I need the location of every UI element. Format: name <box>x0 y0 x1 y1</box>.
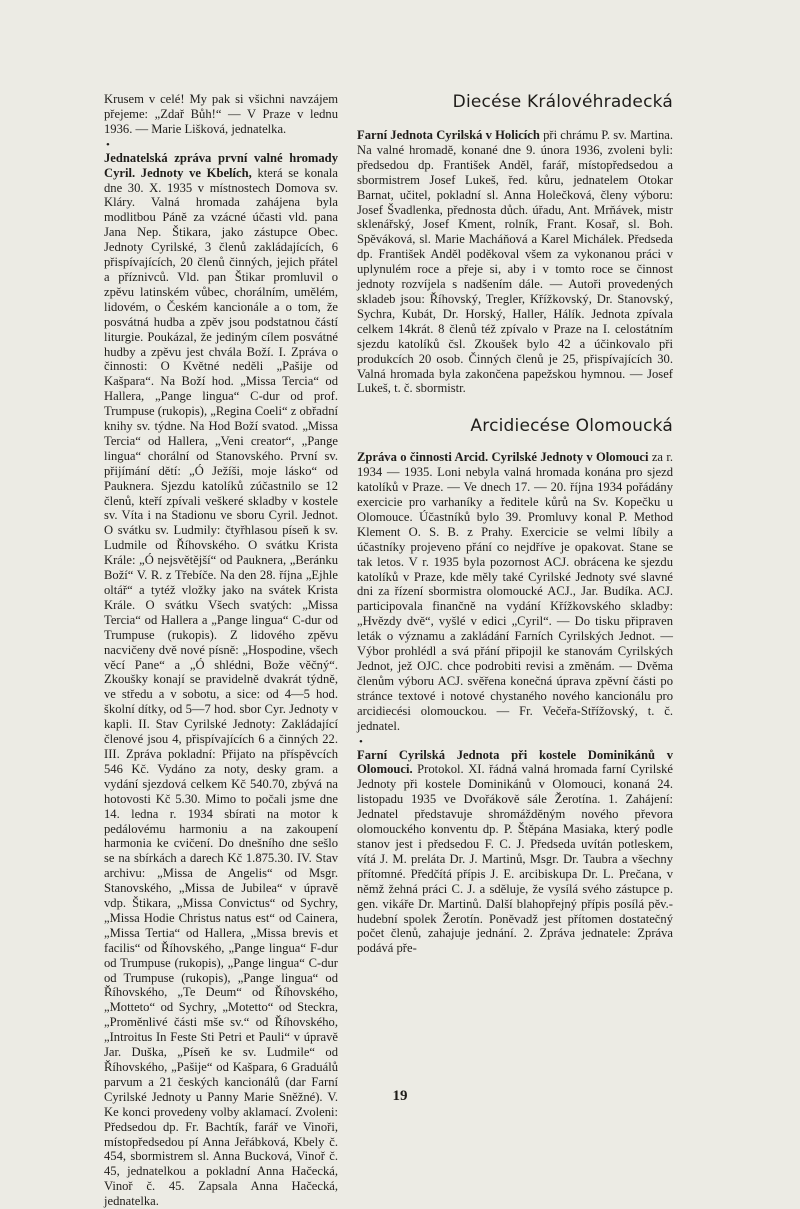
bullet-separator: • <box>106 138 110 151</box>
report-kbely <box>104 151 338 1209</box>
report-dominikani <box>357 748 673 957</box>
report-dominikani-body: Protokol. XI. řádná valná hromada farní Cyrilské Jednoty při kostele Dominikánů v Olomouci, konaná 24. listopadu 1935 ve Dvořákově sále Žerotína. 1. Zahájení: Jednatel představuje shromážděným nového převora olomouckého konventu dp. P. Štěpána Masiaka, který podle stanov jest i předsedou F. C. J. Předseda uvítán potleskem, vítá J. M. preláta Dr. J. Martinů, Msgr. Dr. Taubra a všechny přítomné. Předčítá přípis J. E. arcibiskupa Dr. L. Prečana, v němž žehná práci C. J. a sděluje, že vysílá svého zástupce p. gen. vikáře Dr. Martinů. Další blahopřejný přípis posílá pěv.-hudební spolek Žerotín. Poněvadž jest přítomen dostatečný počet členů, zahajuje jednání. 2. Zpráva jednatele: Zpráva podává pře- <box>357 762 673 956</box>
page-number: 19 <box>392 1088 408 1104</box>
report-kbely-title: Jednatelská zpráva první valné hromady Cyril. Jednoty ve Kbelích, <box>104 150 338 180</box>
right-column <box>357 92 673 956</box>
report-kbely-body: která se konala dne 30. X. 1935 v místnostech Domova sv. Kláry. Valná hromada zahájena byla modlitbou Páně za vzácné účasti vld. pana Jana Nep. Štikara, jako zástupce Obec. Jednoty Cyrilské, 3 členů zakládajících, 6 přispívajících, 20 členů činných, jejich přátel a příznivců. Vld. pan Štikar promluvil o zpěvu latinském vůbec, chorálním, umělém, lidovém, o Českém kancionále a o tom, že posvátná hudba a zpěv jsou podstatnou částí liturgie. Poukázal, že jediným cílem posvátné hudby a zpěvu jest chvála Boží. I. Zpráva o činnosti: O Květné neděli „Pašije od Kašpara“. Na Boží hod. „Missa Tercia“ od Hallera, „Pange lingua“ C-dur od prof. Trumpuse (rukopis), „Regina Coeli“ z obřadní knihy sv. týdne. Na Hod Boží svatod. „Missa Tercia“ od Hallera, „Veni creator“, „Pange lingua“ chorální od Stanovského. První sv. přijímání dětí: „Ó Ježíši, moje lásko“ od Pauknera. Sjezdu katolíků zúčastnilo se 12 členů, kteří zpívali veškeré skladby v kostele sv. Víta i na Stadionu ve sboru Cyril. Jednot. O svátku sv. Ludmily: čtyřhlasou píseň k sv. Ludmile od Říhovského. O svátku Krista Krále: „Ó nejsvětější“ od Pauknera, „Beránku Boží“ V. R. z Třebíče. Na den 28. října „Ejhle oltář“ a tytéž vložky jako na svátek Krista Krále. O svátku Všech svatých: „Missa Tercia“ od Hallera a „Pange lingua“ C-dur od Trumpuse (rukopis). Z lidového zpěvu nacvičeny dvě nové písně: „Hospodine, všech věcí Pane“ a „Ó shlédni, Bože věčný“. Zkoušky konají se pravidelně dvakrát týdně, ve středu a v sobotu, a sice: od 4—5 hod. školní dítky, od 5—7 hod. sbor Cyr. Jednoty v kapli. II. Stav Cyrilské Jednoty: Zakládající členové jsou 4, přispívajících 6 a činných 22. III. Zpráva pokladní: Přijato na příspěvcích 546 Kč. Vydáno za noty, desky gram. a vydání sjezdová celkem Kč 540.70, zbývá na hotovosti Kč 5.30. Mimo to počali jsme dne 14. ledna r. 1934 sbírati na motor k pedálovému harmoniu a na zakoupení harmonia ke cvičení. Do dnešního dne sešlo se na sbírkách a darech Kč 1.875.30. IV. Stav archivu: „Missa de Angelis“ od Msgr. Stanovského, „Missa de Jubilea“ v úpravě vdp. Štikara, „Missa Convictus“ od Sychry, „Missa Hodie Christus natus est“ od Cainera, „Missa Tertia“ od Hallera, „Missa brevis et facilis“ od Říhovského, „Pange lingua“ F-dur od Trumpuse (rukopis), „Pange lingua“ C-dur od Trumpuse (rukopis), „Pange lingua“ od Říhovského, „Te Deum“ od Říhovského, „Motteto“ od Sychry, „Motetto“ od Steckra, „Proměnlivé části mše sv.“ od Říhovského, „Introitus In Feste Sti Petri et Pauli“ v úpravě Jar. Duška, „Píseň ke sv. Ludmile“ od Říhovského, „Pašije“ od Kašpara, 6 Graduálů parvum a 21 českých kancionálů (dar Farní Cyrilské Jednoty u Panny Marie Sněžné). V. Ke konci provedeny volby aklamací. Zvoleni: Předsedou dp. Fr. Bachtík, farář ve Vinoři, místopředsedou pí Anna Jeřábková, Kbely č. 454, sbormistrem sl. Anna Bucková, Vinoř č. 45, jednatelkou a pokladní Anna Hačecká, Vinoř č. 45. Zapsala Anna Hačecká, jednatelka. <box>104 165 338 1209</box>
bullet-separator: • <box>359 735 363 748</box>
report-holice-body: při chrámu P. sv. Martina. Na valné hromadě, konané dne 9. února 1936, zvoleni byli: předsedou dp. František Anděl, farář, místopředsedou a sbormistrem Josef Lukeš, řed. kůru, jednatelem Otokar Barnat, učitel, pokladní sl. Anna Holečková, členy výboru: Josef Švadlenka, přednosta důch. úřadu, Ant. Mrňávek, mistr sklenářský, Josef Kment, rolník, Frant. Kosař, sl. Boh. Spěváková, sl. Marie Macháňová a Karel Michálek. Předseda dp. František Anděl poděkoval všem za vykonanou práci v uplynulém roce a přeje si, aby i v tomto roce se činnost jednoty rozvíjela s nadšením dále. — Autoři provedených skladeb jsou: Říhovský, Tregler, Křížkovský, Dr. Stanovský, Sychra, Kubát, Dr. Horský, Haller, Hálík. Jednota zpívala celkem 14krát. 8 členů též zpívalo v Praze na I. celostátním sjezdu katolíků čsl. Zkoušek bylo 42 a účinkovalo při produkcích 20 osob. Činných členů je 25, přispívajících 30. Valná hromada byla zakončena papežskou hymnou. — Josef Lukeš, t. č. sbormistr. <box>357 128 673 396</box>
left-column <box>104 92 338 1209</box>
report-holice-title: Farní Jednota Cyrilská v Holicích <box>357 128 540 142</box>
section-heading-olomoucka: Arcidiecése Olomoucká <box>470 416 673 437</box>
report-holice <box>357 128 673 396</box>
report-dominikani-title: Farní Cyrilská Jednota při kostele Dominikánů v Olomouci. <box>357 747 673 777</box>
report-olomouc-acj <box>357 450 673 733</box>
section-heading-kralovehradecka: Diecése Královéhradecká <box>452 92 673 112</box>
report-olomouc-acj-title: Zpráva o činnosti Arcid. Cyrilské Jednoty v Olomouci <box>357 450 649 465</box>
report-olomouc-acj-body: za r. 1934 — 1935. Loni nebyla valná hromada konána pro sjezd katolíků v Praze. — Ve dnech 17. — 20. října 1934 pořádány exercicie pro varhaníky a ředitele kůrů na Sv. Kopečku u Olomouce. Účastníků bylo 39. Promluvy konal P. Method Klement O. S. B. z Prahy. Exercicie se velmi líbily a účastníky projeveno přání co nejdříve je opakovat. Stane se tak letos. V r. 1935 byla pozornost ACJ. obrácena ke sjezdu katolíků v Praze, kde měly také Cyrilské Jednoty své slavné dni za řízení sbormistra olomoucké ACJ., Jar. Budíka. ACJ. participovala finančně na vydání Křížkovského skladby: „Hvězdy dvě“, vyšlé v edici „Cyril“. — Do tisku připraven leták o významu a zakládání Farních Cyrilských Jednot. — Výbor prohlédl a svá přání připojil ke stanovám Cyrilských Jednot, jež OJC. chce podrobiti revisi a změnám. — Dvěma členům výboru ACJ. svěřena konečná úprava zpěvní části po stránce textové i notové chystaného nového kancionálu pro arcidiecési olomouckou. — Fr. Večeřa-Střížovský, t. č. jednatel. <box>357 450 673 733</box>
paragraph-closing: Krusem v celé! My pak si všichni navzájem přejeme: „Zdař Bůh!“ — V Praze v lednu 1936. — Marie Lišková, jednatelka. <box>104 92 338 136</box>
